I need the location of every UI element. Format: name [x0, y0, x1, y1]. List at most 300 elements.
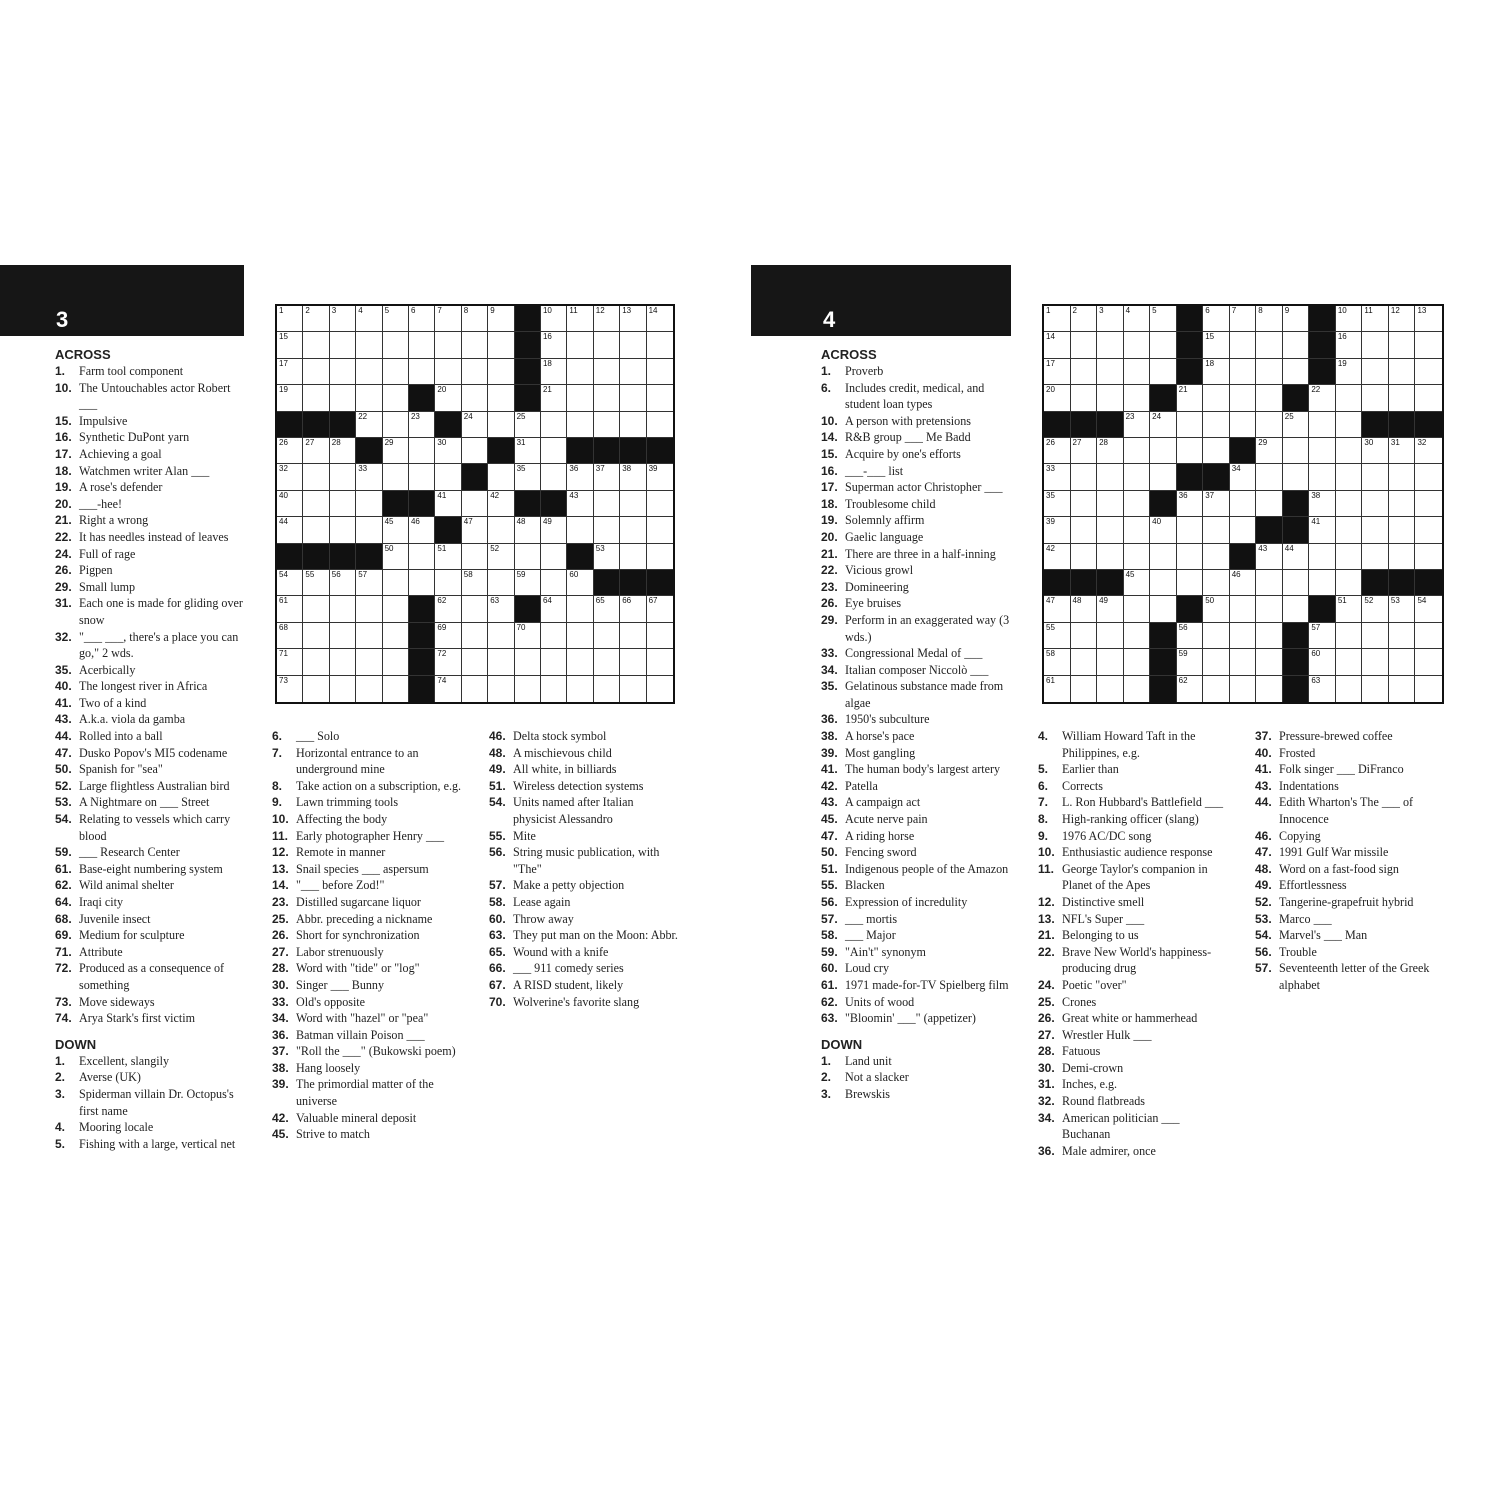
grid-cell[interactable] [1071, 649, 1098, 675]
grid-cell[interactable] [1389, 491, 1416, 517]
grid-cell[interactable] [1256, 464, 1283, 490]
grid-cell[interactable] [647, 544, 673, 570]
grid-cell[interactable] [1230, 596, 1257, 622]
grid-cell[interactable] [1097, 649, 1124, 675]
grid-cell[interactable] [1124, 570, 1151, 596]
grid-cell[interactable] [620, 544, 646, 570]
grid-cell[interactable] [1309, 649, 1336, 675]
grid-cell[interactable] [435, 359, 461, 385]
grid-cell[interactable] [541, 649, 567, 675]
grid-cell[interactable] [1389, 385, 1416, 411]
grid-cell[interactable] [620, 385, 646, 411]
grid-cell[interactable] [1124, 491, 1151, 517]
grid-cell[interactable] [1203, 332, 1230, 358]
grid-cell[interactable] [647, 464, 673, 490]
grid-cell[interactable] [1124, 544, 1151, 570]
grid-cell[interactable] [356, 676, 382, 702]
grid-cell[interactable] [1336, 332, 1363, 358]
grid-cell[interactable] [620, 623, 646, 649]
grid-cell[interactable] [541, 359, 567, 385]
grid-cell[interactable] [1415, 438, 1442, 464]
grid-cell[interactable] [1150, 412, 1177, 438]
grid-cell[interactable] [1071, 491, 1098, 517]
grid-cell[interactable] [435, 676, 461, 702]
grid-cell[interactable] [647, 676, 673, 702]
grid-cell[interactable] [356, 306, 382, 332]
grid-cell[interactable] [356, 517, 382, 543]
grid-cell[interactable] [1230, 464, 1257, 490]
grid-cell[interactable] [330, 491, 356, 517]
grid-cell[interactable] [1203, 570, 1230, 596]
grid-cell[interactable] [541, 306, 567, 332]
grid-cell[interactable] [1362, 385, 1389, 411]
grid-cell[interactable] [1124, 332, 1151, 358]
grid-cell[interactable] [1256, 491, 1283, 517]
grid-cell[interactable] [1283, 438, 1310, 464]
grid-cell[interactable] [488, 412, 514, 438]
grid-cell[interactable] [409, 544, 435, 570]
grid-cell[interactable] [541, 332, 567, 358]
grid-cell[interactable] [1071, 517, 1098, 543]
grid-cell[interactable] [277, 649, 303, 675]
grid-cell[interactable] [515, 412, 541, 438]
grid-cell[interactable] [1044, 332, 1071, 358]
grid-cell[interactable] [1097, 544, 1124, 570]
grid-cell[interactable] [1362, 464, 1389, 490]
grid-cell[interactable] [1044, 544, 1071, 570]
grid-cell[interactable] [462, 649, 488, 675]
grid-cell[interactable] [1336, 306, 1363, 332]
grid-cell[interactable] [1362, 517, 1389, 543]
grid-cell[interactable] [488, 649, 514, 675]
grid-cell[interactable] [567, 464, 593, 490]
grid-cell[interactable] [1150, 570, 1177, 596]
grid-cell[interactable] [383, 332, 409, 358]
grid-cell[interactable] [515, 464, 541, 490]
grid-cell[interactable] [409, 306, 435, 332]
grid-cell[interactable] [594, 306, 620, 332]
grid-cell[interactable] [1230, 517, 1257, 543]
grid-cell[interactable] [488, 596, 514, 622]
grid-cell[interactable] [409, 412, 435, 438]
grid-cell[interactable] [620, 332, 646, 358]
grid-cell[interactable] [1124, 649, 1151, 675]
grid-cell[interactable] [1150, 438, 1177, 464]
grid-cell[interactable] [303, 306, 329, 332]
grid-cell[interactable] [567, 306, 593, 332]
grid-cell[interactable] [356, 412, 382, 438]
grid-cell[interactable] [1044, 517, 1071, 543]
grid-cell[interactable] [594, 412, 620, 438]
grid-cell[interactable] [1389, 332, 1416, 358]
grid-cell[interactable] [647, 306, 673, 332]
grid-cell[interactable] [1177, 517, 1204, 543]
grid-cell[interactable] [1283, 570, 1310, 596]
grid-cell[interactable] [594, 464, 620, 490]
grid-cell[interactable] [1097, 517, 1124, 543]
grid-cell[interactable] [1124, 412, 1151, 438]
grid-cell[interactable] [1097, 385, 1124, 411]
grid-cell[interactable] [356, 385, 382, 411]
grid-cell[interactable] [1230, 385, 1257, 411]
grid-cell[interactable] [594, 596, 620, 622]
grid-cell[interactable] [620, 596, 646, 622]
grid-cell[interactable] [1362, 676, 1389, 702]
grid-cell[interactable] [1230, 570, 1257, 596]
grid-cell[interactable] [488, 332, 514, 358]
grid-cell[interactable] [383, 306, 409, 332]
grid-cell[interactable] [1124, 306, 1151, 332]
grid-cell[interactable] [1071, 332, 1098, 358]
grid-cell[interactable] [1124, 359, 1151, 385]
grid-cell[interactable] [383, 359, 409, 385]
grid-cell[interactable] [1203, 491, 1230, 517]
grid-cell[interactable] [435, 649, 461, 675]
grid-cell[interactable] [488, 491, 514, 517]
grid-cell[interactable] [303, 359, 329, 385]
grid-cell[interactable] [1071, 464, 1098, 490]
grid-cell[interactable] [1389, 359, 1416, 385]
grid-cell[interactable] [1336, 464, 1363, 490]
grid-cell[interactable] [647, 517, 673, 543]
grid-cell[interactable] [1283, 464, 1310, 490]
grid-cell[interactable] [1150, 464, 1177, 490]
grid-cell[interactable] [277, 570, 303, 596]
grid-cell[interactable] [1336, 596, 1363, 622]
grid-cell[interactable] [1415, 306, 1442, 332]
crossword-grid[interactable] [275, 304, 675, 704]
grid-cell[interactable] [462, 332, 488, 358]
grid-cell[interactable] [647, 596, 673, 622]
grid-cell[interactable] [515, 676, 541, 702]
grid-cell[interactable] [647, 412, 673, 438]
grid-cell[interactable] [409, 438, 435, 464]
grid-cell[interactable] [1389, 306, 1416, 332]
grid-cell[interactable] [409, 517, 435, 543]
grid-cell[interactable] [1097, 491, 1124, 517]
grid-cell[interactable] [1150, 544, 1177, 570]
grid-cell[interactable] [383, 544, 409, 570]
grid-cell[interactable] [1230, 649, 1257, 675]
grid-cell[interactable] [1415, 332, 1442, 358]
grid-cell[interactable] [435, 596, 461, 622]
grid-cell[interactable] [620, 306, 646, 332]
grid-cell[interactable] [1230, 623, 1257, 649]
grid-cell[interactable] [1336, 570, 1363, 596]
grid-cell[interactable] [277, 385, 303, 411]
grid-cell[interactable] [488, 359, 514, 385]
grid-cell[interactable] [330, 649, 356, 675]
grid-cell[interactable] [1362, 544, 1389, 570]
grid-cell[interactable] [515, 438, 541, 464]
grid-cell[interactable] [541, 412, 567, 438]
grid-cell[interactable] [409, 464, 435, 490]
grid-cell[interactable] [330, 385, 356, 411]
grid-cell[interactable] [1044, 385, 1071, 411]
grid-cell[interactable] [1362, 649, 1389, 675]
grid-cell[interactable] [1203, 517, 1230, 543]
grid-cell[interactable] [1336, 649, 1363, 675]
grid-cell[interactable] [277, 623, 303, 649]
grid-cell[interactable] [1071, 544, 1098, 570]
grid-cell[interactable] [1124, 596, 1151, 622]
grid-cell[interactable] [567, 491, 593, 517]
grid-cell[interactable] [1203, 306, 1230, 332]
grid-cell[interactable] [1071, 438, 1098, 464]
grid-cell[interactable] [1362, 623, 1389, 649]
grid-cell[interactable] [435, 464, 461, 490]
grid-cell[interactable] [620, 517, 646, 543]
grid-cell[interactable] [620, 491, 646, 517]
grid-cell[interactable] [277, 491, 303, 517]
grid-cell[interactable] [594, 623, 620, 649]
grid-cell[interactable] [462, 596, 488, 622]
grid-cell[interactable] [1389, 596, 1416, 622]
grid-cell[interactable] [647, 332, 673, 358]
grid-cell[interactable] [435, 623, 461, 649]
grid-cell[interactable] [541, 464, 567, 490]
grid-cell[interactable] [435, 385, 461, 411]
grid-cell[interactable] [1415, 464, 1442, 490]
grid-cell[interactable] [594, 544, 620, 570]
grid-cell[interactable] [1415, 623, 1442, 649]
grid-cell[interactable] [1097, 464, 1124, 490]
grid-cell[interactable] [356, 491, 382, 517]
grid-cell[interactable] [462, 412, 488, 438]
grid-cell[interactable] [1389, 544, 1416, 570]
grid-cell[interactable] [1256, 596, 1283, 622]
grid-cell[interactable] [383, 438, 409, 464]
grid-cell[interactable] [330, 596, 356, 622]
grid-cell[interactable] [1336, 412, 1363, 438]
grid-cell[interactable] [594, 385, 620, 411]
grid-cell[interactable] [435, 544, 461, 570]
grid-cell[interactable] [1230, 332, 1257, 358]
grid-cell[interactable] [1230, 676, 1257, 702]
grid-cell[interactable] [1097, 623, 1124, 649]
grid-cell[interactable] [303, 385, 329, 411]
grid-cell[interactable] [330, 332, 356, 358]
grid-cell[interactable] [1044, 359, 1071, 385]
grid-cell[interactable] [1177, 676, 1204, 702]
grid-cell[interactable] [1097, 332, 1124, 358]
grid-cell[interactable] [620, 464, 646, 490]
grid-cell[interactable] [462, 306, 488, 332]
grid-cell[interactable] [647, 359, 673, 385]
grid-cell[interactable] [1044, 306, 1071, 332]
grid-cell[interactable] [1362, 306, 1389, 332]
grid-cell[interactable] [303, 649, 329, 675]
crossword-grid[interactable] [1042, 304, 1444, 704]
grid-cell[interactable] [1283, 596, 1310, 622]
grid-cell[interactable] [1389, 438, 1416, 464]
grid-cell[interactable] [1203, 412, 1230, 438]
grid-cell[interactable] [594, 676, 620, 702]
grid-cell[interactable] [620, 412, 646, 438]
grid-cell[interactable] [1230, 412, 1257, 438]
grid-cell[interactable] [1177, 438, 1204, 464]
grid-cell[interactable] [303, 623, 329, 649]
grid-cell[interactable] [383, 517, 409, 543]
grid-cell[interactable] [488, 623, 514, 649]
grid-cell[interactable] [1044, 491, 1071, 517]
grid-cell[interactable] [435, 570, 461, 596]
grid-cell[interactable] [1309, 385, 1336, 411]
grid-cell[interactable] [567, 649, 593, 675]
grid-cell[interactable] [620, 676, 646, 702]
grid-cell[interactable] [1071, 596, 1098, 622]
grid-cell[interactable] [1071, 359, 1098, 385]
grid-cell[interactable] [1256, 438, 1283, 464]
grid-cell[interactable] [1415, 544, 1442, 570]
grid-cell[interactable] [1415, 676, 1442, 702]
grid-cell[interactable] [356, 623, 382, 649]
grid-cell[interactable] [1097, 676, 1124, 702]
grid-cell[interactable] [1071, 676, 1098, 702]
grid-cell[interactable] [1415, 385, 1442, 411]
grid-cell[interactable] [383, 596, 409, 622]
grid-cell[interactable] [1283, 306, 1310, 332]
grid-cell[interactable] [1309, 570, 1336, 596]
grid-cell[interactable] [1309, 623, 1336, 649]
grid-cell[interactable] [1415, 359, 1442, 385]
grid-cell[interactable] [515, 544, 541, 570]
grid-cell[interactable] [1362, 438, 1389, 464]
grid-cell[interactable] [1044, 464, 1071, 490]
grid-cell[interactable] [277, 359, 303, 385]
grid-cell[interactable] [383, 570, 409, 596]
grid-cell[interactable] [1177, 570, 1204, 596]
grid-cell[interactable] [1336, 491, 1363, 517]
grid-cell[interactable] [594, 332, 620, 358]
grid-cell[interactable] [1097, 438, 1124, 464]
grid-cell[interactable] [383, 464, 409, 490]
grid-cell[interactable] [1097, 359, 1124, 385]
grid-cell[interactable] [488, 306, 514, 332]
grid-cell[interactable] [277, 517, 303, 543]
grid-cell[interactable] [1044, 596, 1071, 622]
grid-cell[interactable] [567, 570, 593, 596]
grid-cell[interactable] [647, 491, 673, 517]
grid-cell[interactable] [1177, 544, 1204, 570]
grid-cell[interactable] [567, 385, 593, 411]
grid-cell[interactable] [409, 570, 435, 596]
grid-cell[interactable] [277, 438, 303, 464]
grid-cell[interactable] [1362, 359, 1389, 385]
grid-cell[interactable] [1150, 517, 1177, 543]
grid-cell[interactable] [1071, 306, 1098, 332]
grid-cell[interactable] [1362, 491, 1389, 517]
grid-cell[interactable] [330, 517, 356, 543]
grid-cell[interactable] [1362, 332, 1389, 358]
grid-cell[interactable] [1336, 517, 1363, 543]
grid-cell[interactable] [1177, 491, 1204, 517]
grid-cell[interactable] [462, 623, 488, 649]
grid-cell[interactable] [594, 491, 620, 517]
grid-cell[interactable] [1389, 676, 1416, 702]
grid-cell[interactable] [435, 306, 461, 332]
grid-cell[interactable] [303, 517, 329, 543]
grid-cell[interactable] [1150, 359, 1177, 385]
grid-cell[interactable] [1256, 623, 1283, 649]
grid-cell[interactable] [488, 385, 514, 411]
grid-cell[interactable] [567, 596, 593, 622]
grid-cell[interactable] [462, 491, 488, 517]
grid-cell[interactable] [594, 649, 620, 675]
grid-cell[interactable] [1389, 623, 1416, 649]
grid-cell[interactable] [303, 570, 329, 596]
grid-cell[interactable] [277, 676, 303, 702]
grid-cell[interactable] [594, 359, 620, 385]
grid-cell[interactable] [1309, 464, 1336, 490]
grid-cell[interactable] [1389, 649, 1416, 675]
grid-cell[interactable] [620, 359, 646, 385]
grid-cell[interactable] [330, 623, 356, 649]
grid-cell[interactable] [1177, 385, 1204, 411]
grid-cell[interactable] [541, 570, 567, 596]
grid-cell[interactable] [541, 438, 567, 464]
grid-cell[interactable] [1203, 676, 1230, 702]
grid-cell[interactable] [1336, 385, 1363, 411]
grid-cell[interactable] [303, 438, 329, 464]
grid-cell[interactable] [1415, 491, 1442, 517]
grid-cell[interactable] [488, 517, 514, 543]
grid-cell[interactable] [1150, 596, 1177, 622]
grid-cell[interactable] [1150, 306, 1177, 332]
grid-cell[interactable] [356, 332, 382, 358]
grid-cell[interactable] [303, 676, 329, 702]
grid-cell[interactable] [1203, 649, 1230, 675]
grid-cell[interactable] [567, 332, 593, 358]
grid-cell[interactable] [277, 332, 303, 358]
grid-cell[interactable] [541, 596, 567, 622]
grid-cell[interactable] [1071, 385, 1098, 411]
grid-cell[interactable] [1203, 359, 1230, 385]
grid-cell[interactable] [1256, 332, 1283, 358]
grid-cell[interactable] [1283, 359, 1310, 385]
grid-cell[interactable] [1309, 544, 1336, 570]
grid-cell[interactable] [594, 517, 620, 543]
grid-cell[interactable] [330, 464, 356, 490]
grid-cell[interactable] [1203, 438, 1230, 464]
grid-cell[interactable] [435, 332, 461, 358]
grid-cell[interactable] [567, 359, 593, 385]
grid-cell[interactable] [330, 359, 356, 385]
grid-cell[interactable] [488, 464, 514, 490]
grid-cell[interactable] [1124, 623, 1151, 649]
grid-cell[interactable] [1097, 306, 1124, 332]
grid-cell[interactable] [1283, 332, 1310, 358]
grid-cell[interactable] [1124, 438, 1151, 464]
grid-cell[interactable] [1203, 596, 1230, 622]
grid-cell[interactable] [541, 385, 567, 411]
grid-cell[interactable] [647, 385, 673, 411]
grid-cell[interactable] [1256, 544, 1283, 570]
grid-cell[interactable] [1309, 517, 1336, 543]
grid-cell[interactable] [1044, 623, 1071, 649]
grid-cell[interactable] [1362, 596, 1389, 622]
grid-cell[interactable] [383, 676, 409, 702]
grid-cell[interactable] [1203, 623, 1230, 649]
grid-cell[interactable] [1389, 464, 1416, 490]
grid-cell[interactable] [1256, 570, 1283, 596]
grid-cell[interactable] [1283, 412, 1310, 438]
grid-cell[interactable] [567, 517, 593, 543]
grid-cell[interactable] [1336, 438, 1363, 464]
grid-cell[interactable] [356, 570, 382, 596]
grid-cell[interactable] [1124, 517, 1151, 543]
grid-cell[interactable] [1124, 676, 1151, 702]
